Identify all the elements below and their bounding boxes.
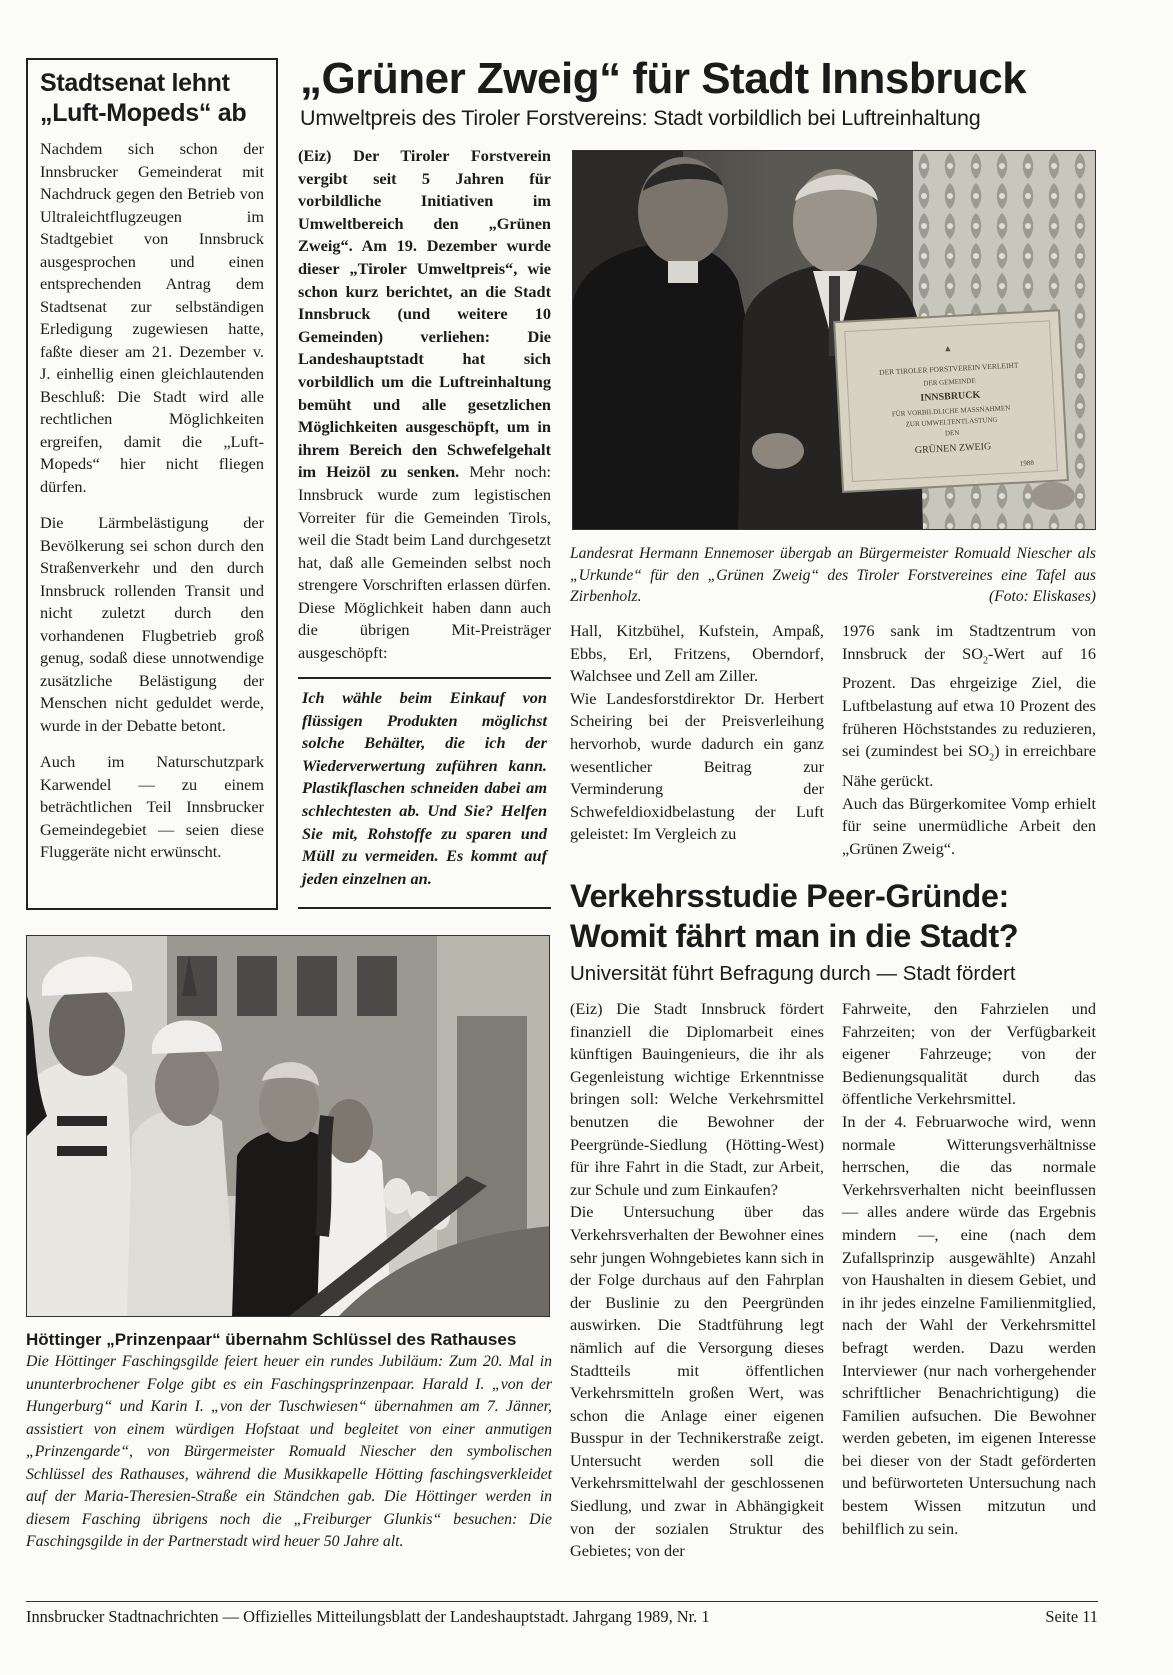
main-article-header xyxy=(300,54,1110,132)
text-run: 1976 sank im Stadtzentrum von Innsbruck der SO xyxy=(842,621,1096,663)
main-article-paragraph: Wie Landesforstdirektor Dr. Herbert Scheiring bei der Preisverleihung hervorhob, wurde dadurch ein ganz wesentlicher Beitrag zur Verminderung der Schwefeldioxidbelastung der Luft geleistet: Im Vergleich zu xyxy=(570,688,824,844)
traffic-article-paragraph: (Eiz) Die Stadt Innsbruck fördert finanziell die Diplomarbeit eines künftigen Bauingenieurs, die ihr als Gegenleistung wichtige Erkenntnisse bringen soll: Welche Verkehrsmittel benutzen die Bewohner der Peergründe-Siedlung (Hötting-West) für ihre Fahrt in die Stadt, zur Arbeit, zur Schule und zum Einkaufen? xyxy=(570,999,824,1199)
sidebar-article-headline: Stadtsenat lehnt „Luft-Mopeds“ ab xyxy=(40,69,247,127)
headline-line: Verkehrsstudie Peer-Gründe: xyxy=(570,878,1009,914)
traffic-article-paragraph: Die Untersuchung über das Verkehrsverhalten der Bewohner eines sehr jungen Wohngebietes kann sich in der Folge durchaus auf den Fahrplan der Buslinie zu den Peergründen auswirken. Die Stadtführung legt nämlich auf die Versorgung dieses Stadtteils mit öffentlichen Verkehrsmitteln großen Wert, was schon die Anlage einer eigenen Busspur in der Technikerstraße zeigt. Untersucht werden soll die Verkehrsmittelwahl der geschlossenen Siedlung, und zwar in Abhängigkeit von der sozialen Struktur des Gebietes; von der xyxy=(570,1202,824,1561)
main-article-paragraph: Auch das Bürgerkomitee Vomp erhielt für seine unermüdliche Arbeit den „Grünen Zweig“. xyxy=(842,793,1096,858)
main-article-subheadline: Umweltpreis des Tiroler Forstvereins: Stadt vorbildlich bei Luftreinhaltung xyxy=(300,106,981,130)
sidebar-article-paragraph: Auch im Naturschutzpark Karwendel — zu einem beträchtlichen Teil Innsbrucker Gemeindegebiet — seien diese Fluggeräte nicht erwünscht. xyxy=(40,752,264,861)
carnival-photo-caption xyxy=(26,1328,552,1554)
main-article-body xyxy=(298,145,551,665)
plaque-line: DER GEMEINDE xyxy=(923,376,976,388)
text-run: -Wert auf 16 Prozent. Das ehrgeizige Ziel, die Luftbelastung auf etwa 10 Prozent des früheren Höchststandes zu reduzieren, sei (zumindest bei SO xyxy=(842,643,1096,761)
subscript: 2 xyxy=(982,654,988,666)
traffic-article-paragraph: In der 4. Februarwoche wird, wenn normale Witterungsverhältnisse herrschen, die das normale Verkehrsverhalten nicht beeinflussen — alles andere würde das Ergebnis mindern —, eine (nach dem Zufallsprinzip ausgewählte) Anzahl von Haushalten in diesem Gebiet, und in ihr jedes einzelne Familienmitglied, nach der Wahl der Verkehrsmittel befragt werden. Dazu werden Interviewer (nur nach vorhergehender schriftlicher Benachrichtigung) die Familien aufsuchen. Die Bewohner werden gebeten, im eigenen Interesse bei dieser von der Stadt geförderten und befürworteten Untersuchung nach bestem Wissen mitzutun und behilflich zu sein. xyxy=(842,1111,1096,1538)
plaque-line: 1988 xyxy=(1019,458,1035,468)
main-article-column-2 xyxy=(570,620,824,846)
main-article-paragraph: Hall, Kitzbühel, Kufstein, Ampaß, Ebbs, Erl, Fritzens, Oberndorf, Walchsee und Zell am Ziller. xyxy=(570,621,824,686)
main-article-paragraph xyxy=(842,620,1096,793)
main-article-lead: (Eiz) Der Tiroler Forstverein vergibt seit 5 Jahren für vorbildliche Initiativen im Umweltbereich den „Grünen Zweig“. Am 19. Dezember wurde dieser „Tiroler Umweltpreis“, wie schon kurz berichtet, an die Stadt Innsbruck (und weitere 10 Gemeinden) verliehen: Die Landeshauptstadt hat sich vorbildlich um die Luftreinhaltung bemüht und alle gesetzlichen Möglichkeiten ausgeschöpft, um in ihrem Bereich den Schwefelgehalt im Heizöl zu senken. xyxy=(298,146,551,482)
plaque-line: DEN xyxy=(944,428,960,438)
award-photo-caption-text xyxy=(570,543,1096,608)
plaque-line: FÜR VORBILDLICHE MASSNAHMEN xyxy=(891,404,1011,419)
award-photo xyxy=(572,150,1096,530)
plaque-line: DER TIROLER FORSTVEREIN VERLEIHT xyxy=(878,360,1019,377)
main-article-column-3 xyxy=(842,620,1096,860)
sidebar-article-paragraph: Nachdem sich schon der Innsbrucker Gemeinderat mit Nachdruck gegen den Betrieb von Ultraleichtflugzeugen im Stadtgebiet von Innsbruck ausgesprochen und einen entsprechenden Antrag dem Stadtsenat zur selbständigen Erledigung zugewiesen hatte, faßte dieser am 21. Dezember v. J. einhellig einen gleichlautenden Beschluß: Die Stadt wird alle rechtlichen Möglichkeiten ergreifen, damit die „Luft-Mopeds“ hier nicht fliegen dürfen. xyxy=(40,139,264,496)
carnival-photo xyxy=(26,935,550,1317)
carnival-caption-text: Die Höttinger Faschingsgilde feiert heuer ein rundes Jubiläum: Zum 20. Mal in ununterbrochener Folge gibt es ein Faschingsprinzenpaar. Harald I. „von der Hungerburg“ und Karin I. „von der Tuschwiesen“ übernahmen am 7. Jänner, assistiert von einem würdigen Hofstaat und begleitet von einer anmutigen „Prinzengarde“, von Bürgermeister Romuald Niescher den symbolischen Schlüssel des Rathauses, während die Musikkapelle Hötting faschingsverkleidet auf der Maria-Theresien-Straße ein Ständchen gab. Die Höttinger werden in diesem Fasching übrigens noch die „Freiburger Glunkis“ besuchen: Die Faschingsgilde in der Partnerstadt wird heuer 50 Jahre alt. xyxy=(26,1353,552,1550)
subscript: 2 xyxy=(989,752,995,764)
caption-text: Landesrat Hermann Ennemoser übergab an Bürgermeister Romuald Niescher als „Urkunde“ für den „Grünen Zweig“ des Tiroler Forstvereines eine Tafel aus Zirbenholz. xyxy=(570,545,1096,605)
page-number: Seite 11 xyxy=(1045,1607,1098,1626)
plaque-line: GRÜNEN ZWEIG xyxy=(914,441,992,457)
main-article-body-text: Mehr noch: Innsbruck wurde zum legistischen Vorreiter für die Gemeinden Tirols, weil die Stadt beim Land durchgesetzt hat, daß alle Gemeinden selbst noch strengere Vorschriften erlassen dürfen. Diese Möglichkeit haben dann auch die übrigen Mit-Preisträger ausgeschöpft: xyxy=(298,462,552,663)
carnival-caption-title: Höttinger „Prinzenpaar“ übernahm Schlüssel des Rathauses xyxy=(26,1330,517,1349)
environment-quote: Ich wähle beim Einkauf von flüssigen Produkten möglichst solche Behälter, die ich der Wiederverwertung zuführen kann. Plastikflaschen schneiden dabei am schlechtesten ab. Und Sie? Helfen Sie mit, Rohstoffe zu sparen und Müll zu vermeiden. Es kommt auf jeden einzelnen an. xyxy=(302,688,547,888)
traffic-article-header xyxy=(570,876,1110,988)
page-footer xyxy=(26,1601,1098,1627)
sidebar-article-box xyxy=(26,58,278,910)
plaque-line: ZUR UMWELTENTLASTUNG xyxy=(905,415,998,429)
plaque-line: INNSBRUCK xyxy=(920,389,981,404)
publication-info: Innsbrucker Stadtnachrichten — Offizielles Mitteilungsblatt der Landeshauptstadt. Jahrgang 1989, Nr. 1 xyxy=(26,1607,710,1626)
main-article-column-1 xyxy=(298,145,551,665)
traffic-article-subheadline: Universität führt Befragung durch — Stadt fördert xyxy=(570,962,1016,985)
main-article-headline: „Grüner Zweig“ für Stadt Innsbruck xyxy=(300,54,1027,103)
sidebar-article-paragraph: Die Lärmbelästigung der Bevölkerung sei schon durch den Straßenverkehr und den durch Innsbruck rollenden Transit und nicht zuletzt durch den vorhandenen Flugbetrieb groß genug, sodaß diese unnotwendige zusätzliche Belästigung der Menschen nicht geduldet werde, wurde in der Debatte betont. xyxy=(40,513,264,735)
traffic-article-column-1 xyxy=(570,998,824,1563)
environment-quote-box xyxy=(298,677,551,909)
photo-credit: (Foto: Eliskases) xyxy=(989,588,1096,605)
headline-line: Womit fährt man in die Stadt? xyxy=(570,918,1019,954)
text-run: ) in erreichbare Nähe gerückt. xyxy=(842,741,1096,791)
traffic-article-paragraph: Fahrweite, den Fahrzielen und Fahrzeiten; von der Verfügbarkeit eigener Fahrzeuge; von der Bedienungsqualität durch das öffentliche Verkehrsmittel. xyxy=(842,999,1096,1109)
traffic-article-headline xyxy=(570,876,1110,956)
award-photo-caption xyxy=(570,543,1096,608)
traffic-article-column-2 xyxy=(842,998,1096,1540)
svg-text:▲: ▲ xyxy=(943,342,953,354)
